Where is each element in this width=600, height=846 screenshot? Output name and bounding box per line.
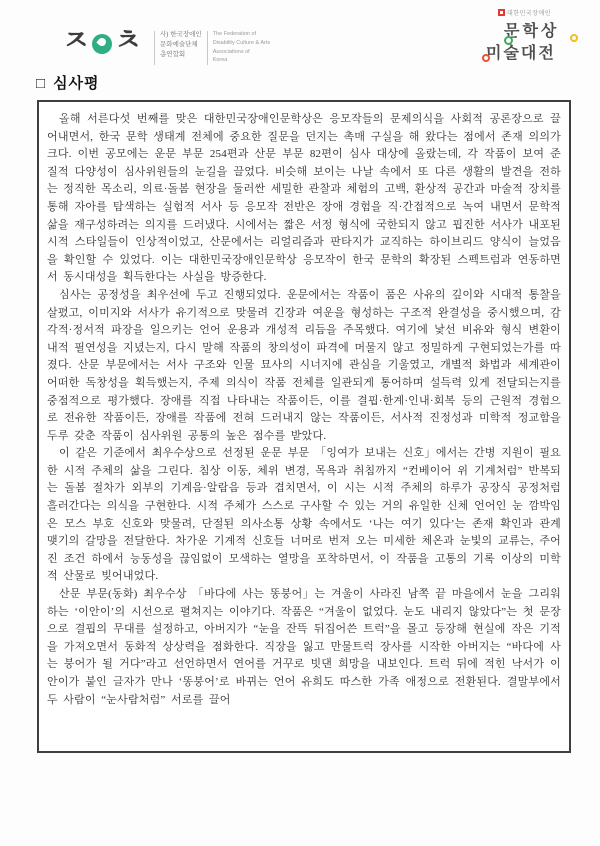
federation-logo-mark-icon <box>62 27 142 56</box>
award-logo-subtitle: 대한민국장애인 <box>507 11 552 17</box>
logo-divider <box>154 31 155 65</box>
page-title: 심사평 <box>53 76 100 92</box>
federation-kr-line: 문화예술단체 <box>160 41 198 49</box>
logo-red-dot-icon <box>482 54 490 62</box>
review-paragraph-4: 산문 부문(동화) 최우수상 「바다에 사는 똥붕어」는 겨울이 사라진 남쪽 끝 마을에서 눈을 그리워하는 ‘이안이’의 시선으로 펼쳐지는 이야기다. 작품은 “겨울이 없었다. 눈도 내리지 않았다”는 첫 문장으로 결핍의 무대를 설정하고, 아버지가 “눈을 잔뜩 뒤집어쓴 트럭”을 몰고 등장해 현실에 작은 기적을 가져오면서 동화적 상상력을 점화한다. 직장을 잃고 만물트럭 장사를 시작한 아버지는 “바다에 사는 붕어가 될 거다”라고 선언하면서 연어를 거꾸로 빗댄 희망을 내보인다. 트럭 뒤에 적힌 낙서가 이안이가 붙인 글자가 만나 ‘똥붕어’로 바뀌는 언어 유희도 따스한 가족 애정으로 전환된다. 결말부에서 두 사람이 “눈사람처럼” 서로를 끌어 <box>47 588 561 706</box>
heading-square-icon: □ <box>36 76 47 92</box>
logo-chieut-right: ㅊ <box>114 25 143 57</box>
federation-logo <box>62 27 270 65</box>
logo-green-circle-icon <box>92 34 112 54</box>
award-logo-line1: 문학상 <box>504 23 560 40</box>
federation-kr-line: 총연합회 <box>160 51 186 59</box>
review-paragraph-2: 심사는 공정성을 최우선에 두고 진행되었다. 운문에서는 작품이 품은 사유의 깊이와 시대적 통찰을 살폈고, 이미지와 서사가 유기적으로 맞물려 긴장과 여운을 형성하는 구조적 완결성을 중시했으며, 감각적·정서적 파장을 일으키는 언어 운용과 개성적 리듬을 주목했다. 여기에 낯선 비유와 형식 변환이 내적 필연성을 지녔는지, 다시 말해 작품의 창의성이 파격에 머물지 않고 정밀하게 구현되었는가를 따졌다. 산문 부문에서는 서사 구조와 인물 묘사의 시너지에 관심을 기울였고, 개별적 화법과 세계관이 어떠한 독창성을 획득했는지, 주제 의식이 작품 전체를 일관되게 통어하며 설득력 있게 전달되는지를 중점적으로 평가했다. 장애를 직접 나타내는 작품이든, 이를 결핍·한계·인내·회복 등의 근원적 경험으로 전유한 작품이든, 장애를 작품에 전혀 드러내지 않는 작품이든, 서사적 진정성과 미학적 정교함을 두루 갖춘 작품이 심사위원 공통의 높은 점수를 받았다. <box>47 288 561 442</box>
logo-yellow-dot-icon <box>570 34 578 42</box>
federation-en-line: The Federation of <box>212 31 257 37</box>
review-text-box <box>37 100 571 753</box>
federation-en-line: Korea <box>212 57 228 64</box>
literary-award-logo <box>486 8 586 63</box>
award-badge-icon <box>498 9 505 16</box>
logo-jieut-left: ㅈ <box>62 25 91 57</box>
review-paragraph-1: 올해 서른다섯 번째를 맞은 대한민국장애인문학상은 응모작들의 문제의식을 사회적 공론장으로 끌어내면서, 한국 문학 생태계 전체에 중요한 질문을 던지는 촉매 구실을 해 왔다는 점에서 존재 의의가 크다. 이번 공모에는 운문 부문 254편과 산문 부문 82편이 심사 대상에 올랐는데, 각 작품이 보여 준 질적 다양성이 심사위원들의 눈길을 끌었다. 비슷해 보이는 나날 속에서 또 다른 생활의 발견을 전하는 정직한 목소리, 의료·돌봄 현장을 둘러싼 세밀한 관찰과 체험의 고백, 환상적 공간과 마술적 장치를 통해 자아를 탐색하는 실험적 서사 등 응모작 전반은 장애 경험을 직·간접적으로 녹여 내면서 문학적 삶을 재구성하려는 의지를 드러냈다. 시에서는 짧은 서정 형식에 국한되지 않고 핍진한 서사가 내포된 시적 스타일들이 인상적이었고, 산문에서는 리얼리즘과 판타지가 교직하는 하이브리드 양식이 늘었음을 확인할 수 있었다. 이는 대한민국장애인문학상 응모작이 한국 문학의 확장된 스펙트럼과 연동하면서 동시대성을 획득한다는 사실을 방증한다. <box>47 113 561 284</box>
federation-logo-text <box>149 30 270 65</box>
award-logo-header <box>498 8 586 17</box>
federation-name-english <box>213 30 270 65</box>
federation-name-korean <box>160 30 202 65</box>
award-logo-line2: 미술대전 <box>486 45 556 62</box>
section-heading <box>36 72 100 93</box>
logo-green-dot-icon <box>504 36 513 45</box>
federation-kr-line: 사) 한국장애인 <box>160 31 202 38</box>
logo-divider <box>207 31 208 65</box>
federation-en-line: Associations of <box>212 48 250 55</box>
review-paragraph-3: 이 같은 기준에서 최우수상으로 선정된 운문 부문 「잉여가 보내는 신호」에서는 간병 지원이 필요한 시적 주체의 삶을 그린다. 침상 이동, 체위 변경, 목욕과 취침까지 “컨베이어 위 기계처럼” 반복되는 돌봄 절차가 외부의 기계음·알람음 등과 겹치면서, 이 시는 시적 주체의 하루가 공장식 공정처럼 흘러간다는 의식을 구현한다. 시적 주체가 스스로 구사할 수 있는 거의 유일한 신체 언어인 눈 깜박임은 모스 부호 신호와 맞물려, 단절된 의사소통 상황 속에서도 ‘나는 여기 있다’는 존재 확인과 관계 맺기의 갈망을 전달한다. 차가운 기계적 신호들 너머로 번져 오는 미세한 체온과 눈빛의 교류는, 주어진 조건 하에서 능동성을 끊임없이 모색하는 열망을 포착하면서, 이 작품을 고통의 기록 이상의 미학적 산물로 빚어내었다. <box>47 447 561 583</box>
federation-en-line: Disability Culture & Arts <box>212 39 271 46</box>
